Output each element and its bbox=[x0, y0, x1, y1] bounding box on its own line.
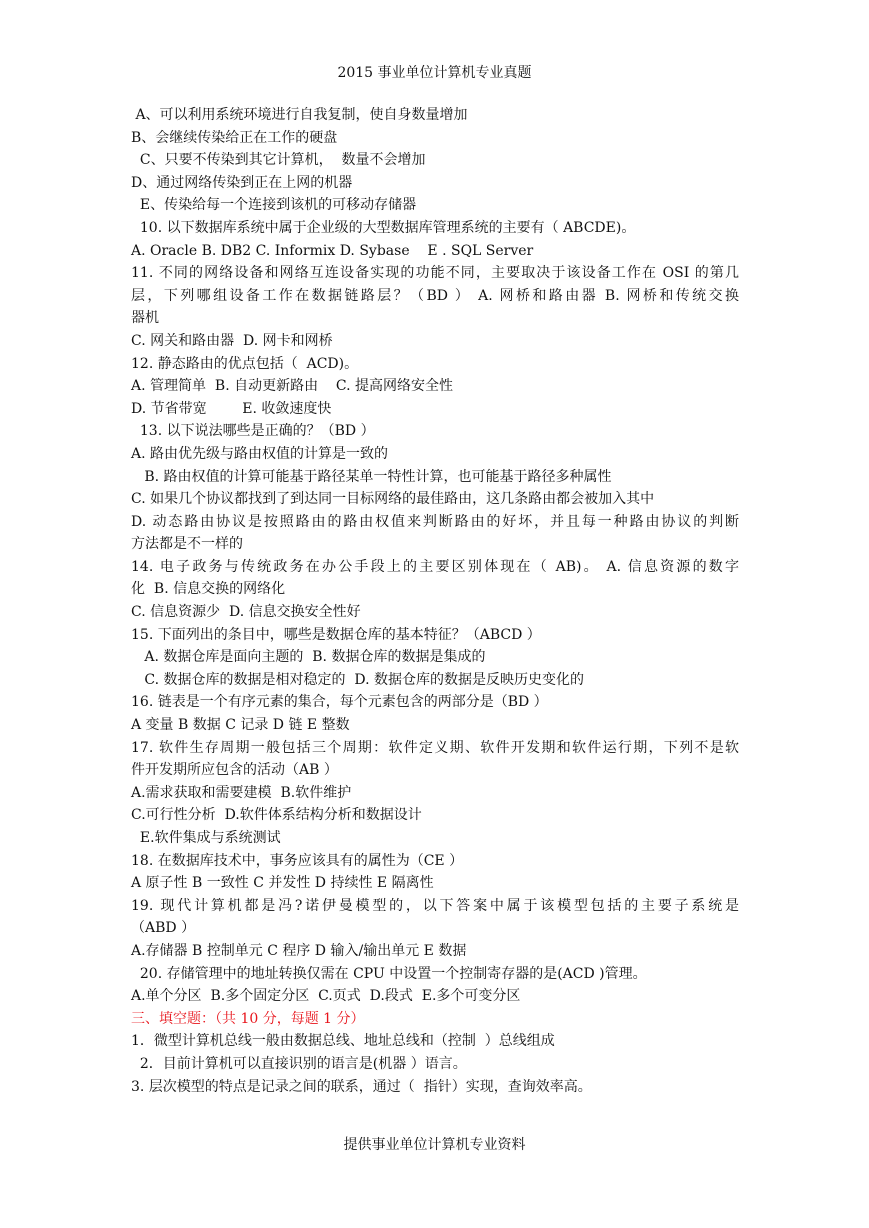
question-10: 10. 以下数据库系统中属于企业级的大型数据库管理系统的主要有（ ABCDE)。 bbox=[131, 219, 636, 236]
page-header: 2015 事业单位计算机专业真题 bbox=[337, 65, 532, 81]
text-line: （ABD ） bbox=[131, 920, 196, 937]
question-13: 13. 以下说法哪些是正确的？（BD ） bbox=[131, 423, 375, 440]
text-line: C. 数据仓库的数据是相对稳定的 D. 数据仓库的数据是反映历史变化的 bbox=[131, 671, 584, 688]
question-18: 18. 在数据库技术中，事务应该具有的属性为（CE ） bbox=[131, 852, 464, 869]
fill-question-1: 1．微型计算机总线一般由数据总线、地址总线和（控制 ）总线组成 bbox=[131, 1033, 555, 1050]
text-line: C. 网关和路由器 D. 网卡和网桥 bbox=[131, 332, 333, 349]
question-20: 20. 存储管理中的地址转换仅需在 CPU 中设置一个控制寄存器的是(ACD )管理。 bbox=[131, 965, 647, 982]
text-line: A. 数据仓库是面向主题的 B. 数据仓库的数据是集成的 bbox=[131, 649, 486, 666]
question-11: 11. 不同的网络设备和网络互连设备实现的功能不同，主要取决于该设备工作在 OSI 的第几 bbox=[131, 265, 739, 282]
text-line: B、会继续传染给正在工作的硬盘 bbox=[131, 129, 338, 146]
question-15: 15. 下面列出的条目中，哪些是数据仓库的基本特征？（ABCD ） bbox=[131, 626, 541, 643]
text-line: C.可行性分析 D.软件体系结构分析和数据设计 bbox=[131, 807, 422, 824]
text-line: A. 管理简单 B. 自动更新路由 C. 提高网络安全性 bbox=[131, 378, 454, 395]
text-line: E、传染给每一个连接到该机的可移动存储器 bbox=[131, 197, 417, 214]
text-line: A.需求获取和需要建模 B.软件维护 bbox=[131, 784, 352, 801]
fill-question-3: 3. 层次模型的特点是记录之间的联系，通过（ 指针）实现，查询效率高。 bbox=[131, 1078, 592, 1095]
text-line: 层，下列哪组设备工作在数据链路层？（BD ） A. 网桥和路由器 B. 网桥和传统交换 bbox=[131, 287, 739, 304]
text-line: A 变量 B 数据 C 记录 D 链 E 整数 bbox=[131, 717, 350, 734]
text-line: D. 节省带宽 E. 收敛速度快 bbox=[131, 400, 332, 417]
page-footer: 提供事业单位计算机专业资料 bbox=[343, 1137, 526, 1153]
question-17: 17. 软件生存周期一般包括三个周期：软件定义期、软件开发期和软件运行期，下列不是软 bbox=[131, 739, 739, 756]
text-line: E.软件集成与系统测试 bbox=[131, 830, 281, 846]
question-12: 12. 静态路由的优点包括（ ACD)。 bbox=[131, 355, 359, 372]
text-line: 件开发期所应包含的活动（AB ） bbox=[131, 762, 338, 779]
text-line: 器机 bbox=[131, 310, 159, 327]
section-heading-fill-in: 三、填空题：（共 10 分，每题 1 分） bbox=[131, 1010, 365, 1027]
question-16: 16. 链表是一个有序元素的集合，每个元素包含的两部分是（BD ） bbox=[131, 694, 548, 711]
text-line: A、可以利用系统环境进行自我复制，使自身数量增加 bbox=[131, 107, 468, 123]
text-line: C、只要不传染到其它计算机， 数量不会增加 bbox=[131, 152, 426, 169]
document-body bbox=[131, 104, 739, 1098]
text-line: A. 路由优先级与路由权值的计算是一致的 bbox=[131, 445, 389, 462]
text-line: A. Oracle B. DB2 C. Informix D. Sybase E . SQL Server bbox=[131, 242, 534, 259]
text-line: D、通过网络传染到正在上网的机器 bbox=[131, 174, 353, 191]
text-line: A.存储器 B 控制单元 C 程序 D 输入/输出单元 E 数据 bbox=[131, 942, 467, 959]
question-14: 14. 电子政务与传统政务在办公手段上的主要区别体现在（ AB)。 A. 信息资源的数字 bbox=[131, 558, 739, 575]
text-line: C. 如果几个协议都找到了到达同一目标网络的最佳路由，这几条路由都会被加入其中 bbox=[131, 491, 655, 508]
text-line: C. 信息资源少 D. 信息交换安全性好 bbox=[131, 604, 361, 621]
text-line: A.单个分区 B.多个固定分区 C.页式 D.段式 E.多个可变分区 bbox=[131, 988, 521, 1005]
text-line: A 原子性 B 一致性 C 并发性 D 持续性 E 隔离性 bbox=[131, 875, 434, 892]
text-line: 方法都是不一样的 bbox=[131, 536, 243, 553]
fill-question-2: 2．目前计算机可以直接识别的语言是(机器 ）语言。 bbox=[131, 1055, 467, 1072]
text-line: D. 动态路由协议是按照路由的路由权值来判断路由的好坏，并且每一种路由协议的判断 bbox=[131, 513, 739, 530]
text-line: 化 B. 信息交换的网络化 bbox=[131, 581, 286, 598]
text-line: B. 路由权值的计算可能基于路径某单一特性计算，也可能基于路径多种属性 bbox=[131, 468, 612, 485]
question-19: 19. 现代计算机都是冯?诺伊曼模型的，以下答案中属于该模型包括的主要子系统是 bbox=[131, 897, 739, 914]
